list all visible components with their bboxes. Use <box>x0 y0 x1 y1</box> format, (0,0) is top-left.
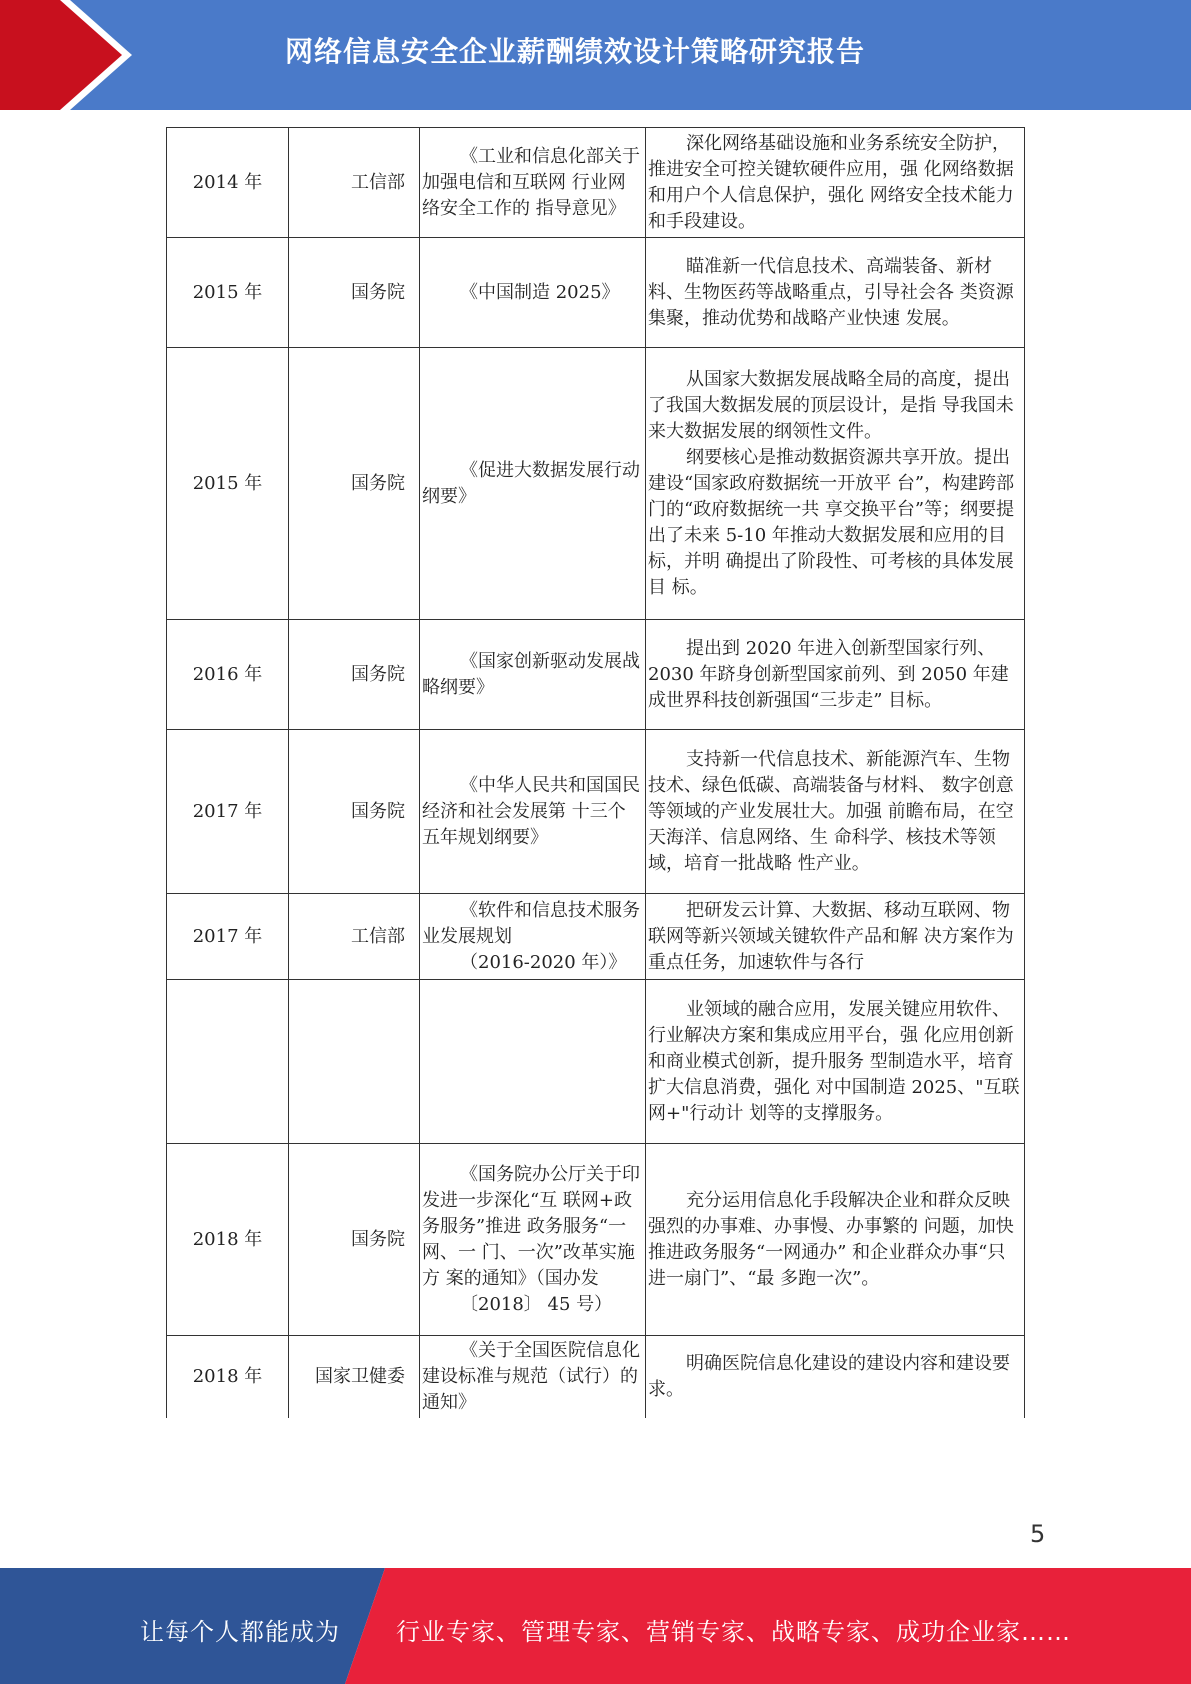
year-cell: 2018 年 <box>167 1336 289 1418</box>
department-cell: 国家卫健委 <box>289 1336 420 1418</box>
department-cell: 工信部 <box>289 128 420 238</box>
year-cell: 2015 年 <box>167 238 289 348</box>
description-cell <box>646 348 1025 620</box>
table-row <box>167 1336 1025 1418</box>
report-title: 网络信息安全企业薪酬绩效设计策略研究报告 <box>285 35 866 68</box>
department-cell: 国务院 <box>289 1144 420 1336</box>
document-cell: 《工业和信息化部关于加强电信和互联网 行业网络安全工作的 指导意见》 <box>420 128 646 238</box>
document-cell <box>420 1144 646 1336</box>
year-cell: 2016 年 <box>167 620 289 730</box>
document-cell: 《中华人民共和国国民经济和社会发展第 十三个五年规划纲要》 <box>420 730 646 894</box>
document-title-line: 〔2018〕 45 号） <box>460 1293 613 1315</box>
document-title-line: 《国务院办公厅关于印发进一步深化“互 联网+政务服务”推进 政务服务“一网、一 门、一次”改革实施方 案的通知》（国办发 <box>422 1163 640 1289</box>
table-row <box>167 128 1025 238</box>
description-cell: 明确医院信息化建设的建设内容和建设要求。 <box>646 1336 1025 1418</box>
document-title-line: （2016-2020 年）》 <box>460 951 627 973</box>
department-cell: 国务院 <box>289 348 420 620</box>
document-cell: 《中国制造 2025》 <box>420 238 646 348</box>
report-header <box>0 0 1191 110</box>
description-cell: 把研发云计算、大数据、移动互联网、物联网等新兴领域关键软件产品和解 决方案作为重点任务，加速软件与各行 <box>646 894 1025 980</box>
page-number: 5 <box>1030 1520 1046 1548</box>
department-cell: 工信部 <box>289 894 420 980</box>
document-cell: 《国家创新驱动发展战略纲要》 <box>420 620 646 730</box>
table-row <box>167 980 1025 1144</box>
document-cell <box>420 894 646 980</box>
year-cell: 2017 年 <box>167 730 289 894</box>
description-cell: 业领域的融合应用，发展关键应用软件、行业解决方案和集成应用平台，强 化应用创新和商业模式创新，提升服务 型制造水平，培育扩大信息消费，强化 对中国制造 2025、"互联网+"行动计 划等的支撑服务。 <box>646 980 1025 1144</box>
year-cell: 2018 年 <box>167 1144 289 1336</box>
description-cell: 深化网络基础设施和业务系统安全防护，推进安全可控关键软硬件应用，强 化网络数据和用户个人信息保护，强化 网络安全技术能力和手段建设。 <box>646 128 1025 238</box>
department-cell: 国务院 <box>289 730 420 894</box>
header-chevron-logo <box>0 0 160 110</box>
description-paragraph: 从国家大数据发展战略全局的高度，提出了我国大数据发展的顶层设计，是指 导我国未来大数据发展的纲领性文件。 <box>648 368 1014 442</box>
report-footer <box>0 1568 1191 1684</box>
year-cell: 2017 年 <box>167 894 289 980</box>
table-row <box>167 730 1025 894</box>
document-cell: 《促进大数据发展行动纲要》 <box>420 348 646 620</box>
table-row <box>167 620 1025 730</box>
document-cell <box>420 980 646 1144</box>
table-row <box>167 238 1025 348</box>
year-cell: 2015 年 <box>167 348 289 620</box>
department-cell <box>289 980 420 1144</box>
table-row <box>167 1144 1025 1336</box>
footer-slogan-right: 行业专家、管理专家、营销专家、战略专家、成功企业家…… <box>396 1618 1071 1646</box>
document-title-line: 《软件和信息技术服务业发展规划 <box>422 899 640 947</box>
table-row <box>167 348 1025 620</box>
department-cell: 国务院 <box>289 238 420 348</box>
description-cell: 充分运用信息化手段解决企业和群众反映强烈的办事难、办事慢、办事繁的 问题，加快推进政务服务“一网通办” 和企业群众办事“只进一扇门”、“最 多跑一次”。 <box>646 1144 1025 1336</box>
department-cell: 国务院 <box>289 620 420 730</box>
year-cell: 2014 年 <box>167 128 289 238</box>
description-paragraph: 纲要核心是推动数据资源共享开放。提出建设“国家政府数据统一开放平 台”，构建跨部门的“政府数据统一共 享交换平台”等；纲要提出了未来 5-10 年推动大数据发展和应用的目标，并明 确提出了阶段性、可考核的具体发展目 标。 <box>648 446 1015 598</box>
description-cell: 支持新一代信息技术、新能源汽车、生物技术、绿色低碳、高端装备与材料、 数字创意等领域的产业发展壮大。加强 前瞻布局，在空天海洋、信息网络、生 命科学、核技术等领域，培育一批战略 性产业。 <box>646 730 1025 894</box>
description-cell: 瞄准新一代信息技术、高端装备、新材料、生物医药等战略重点，引导社会各 类资源集聚，推动优势和战略产业快速 发展。 <box>646 238 1025 348</box>
document-cell: 《关于全国医院信息化建设标准与规范（试行）的通知》 <box>420 1336 646 1418</box>
footer-slogan-left: 让每个人都能成为 <box>140 1618 340 1646</box>
policy-table <box>166 127 1025 1418</box>
description-cell: 提出到 2020 年进入创新型国家行列、2030 年跻身创新型国家前列、到 2050 年建成世界科技创新强国“三步走” 目标。 <box>646 620 1025 730</box>
table-row <box>167 894 1025 980</box>
year-cell <box>167 980 289 1144</box>
